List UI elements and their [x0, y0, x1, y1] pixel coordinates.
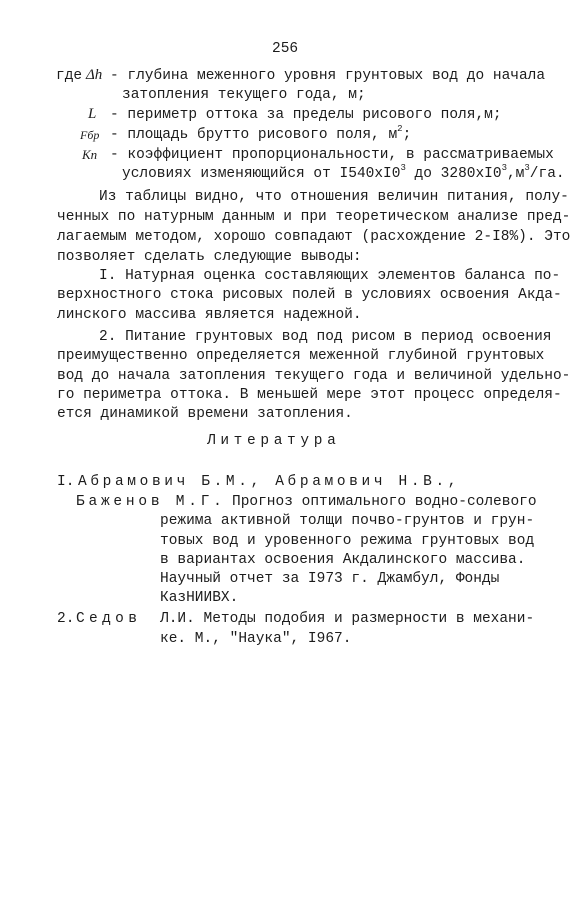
- definition-symbol-l: L: [88, 106, 97, 122]
- page-number: 256: [272, 41, 299, 57]
- reference-line: товых вод и уровенного режима грунтовых вод: [160, 533, 535, 549]
- reference-authors: Седов: [76, 611, 142, 627]
- definition-text: - глубина меженного уровня грунтовых вод до начала: [110, 68, 546, 84]
- definition-text: - коэффициент пропорциональности, в рассматриваемых: [110, 147, 554, 163]
- reference-line: КазНИИВХ.: [160, 590, 239, 606]
- paragraph-line: линского массива является надежной.: [57, 307, 362, 323]
- paragraph-line: Из таблицы видно, что отношения величин питания, полу-: [99, 189, 569, 205]
- reference-line: Научный отчет за I973 г. Джамбул, Фонды: [160, 571, 500, 587]
- paragraph-line: 2. Питание грунтовых вод под рисом в период освоения: [99, 329, 552, 345]
- paragraph-line: вод до начала затопления текущего года и величиной удельно-: [57, 368, 571, 384]
- reference-line: Прогноз оптимального водно-солевого: [232, 494, 537, 510]
- paragraph-line: ется динамикой времени затопления.: [57, 406, 353, 422]
- reference-number: I.: [57, 474, 75, 490]
- reference-authors: Абрамович Б.М., Абрамович Н.В.,: [78, 474, 461, 490]
- paragraph-line: верхностного стока рисовых полей в условиях освоения Акда-: [57, 287, 562, 303]
- reference-authors: Баженов М.Г.: [76, 494, 226, 510]
- paragraph-line: преимущественно определяется меженной глубиной грунтовых: [57, 348, 545, 364]
- paragraph-line: лагаемым методом, хорошо совпадают (расхождение 2-I8%). Это: [57, 229, 571, 245]
- definition-prefix: где: [56, 68, 83, 84]
- definition-symbol-delta-h: Δh: [86, 67, 103, 83]
- definition-text: условиях изменяющийся от $I540xI0^3$ до $3280xI0^3,м^3/га$.: [122, 163, 565, 182]
- definition-text: затопления текущего года, м;: [122, 87, 366, 103]
- paragraph-line: ченных по натурным данным и при теоретическом анализе пред-: [57, 209, 571, 225]
- reference-line: Л.И. Методы подобия и размерности в механи-: [160, 611, 535, 627]
- literature-heading: Литература: [207, 433, 341, 449]
- reference-line: режима активной толщи почво-грунтов и грун-: [160, 513, 535, 529]
- definition-symbol-f-br: Fбр: [80, 128, 100, 142]
- reference-line: в вариантах освоения Акдалинского массива.: [160, 552, 526, 568]
- paragraph-line: позволяет сделать следующие выводы:: [57, 249, 362, 265]
- reference-line: ке. М., "Наука", I967.: [160, 631, 352, 647]
- paragraph-line: го периметра оттока. В меньшей мере этот процесс определя-: [57, 387, 562, 403]
- definition-symbol-k-p: Kп: [82, 147, 98, 162]
- definition-text: - периметр оттока за пределы рисового поля,м;: [110, 107, 502, 123]
- reference-number: 2.: [57, 611, 75, 627]
- definition-text: - площадь брутто рисового поля, $м^2$;: [110, 124, 412, 143]
- paragraph-line: I. Натурная оценка составляющих элементов баланса по-: [99, 268, 561, 284]
